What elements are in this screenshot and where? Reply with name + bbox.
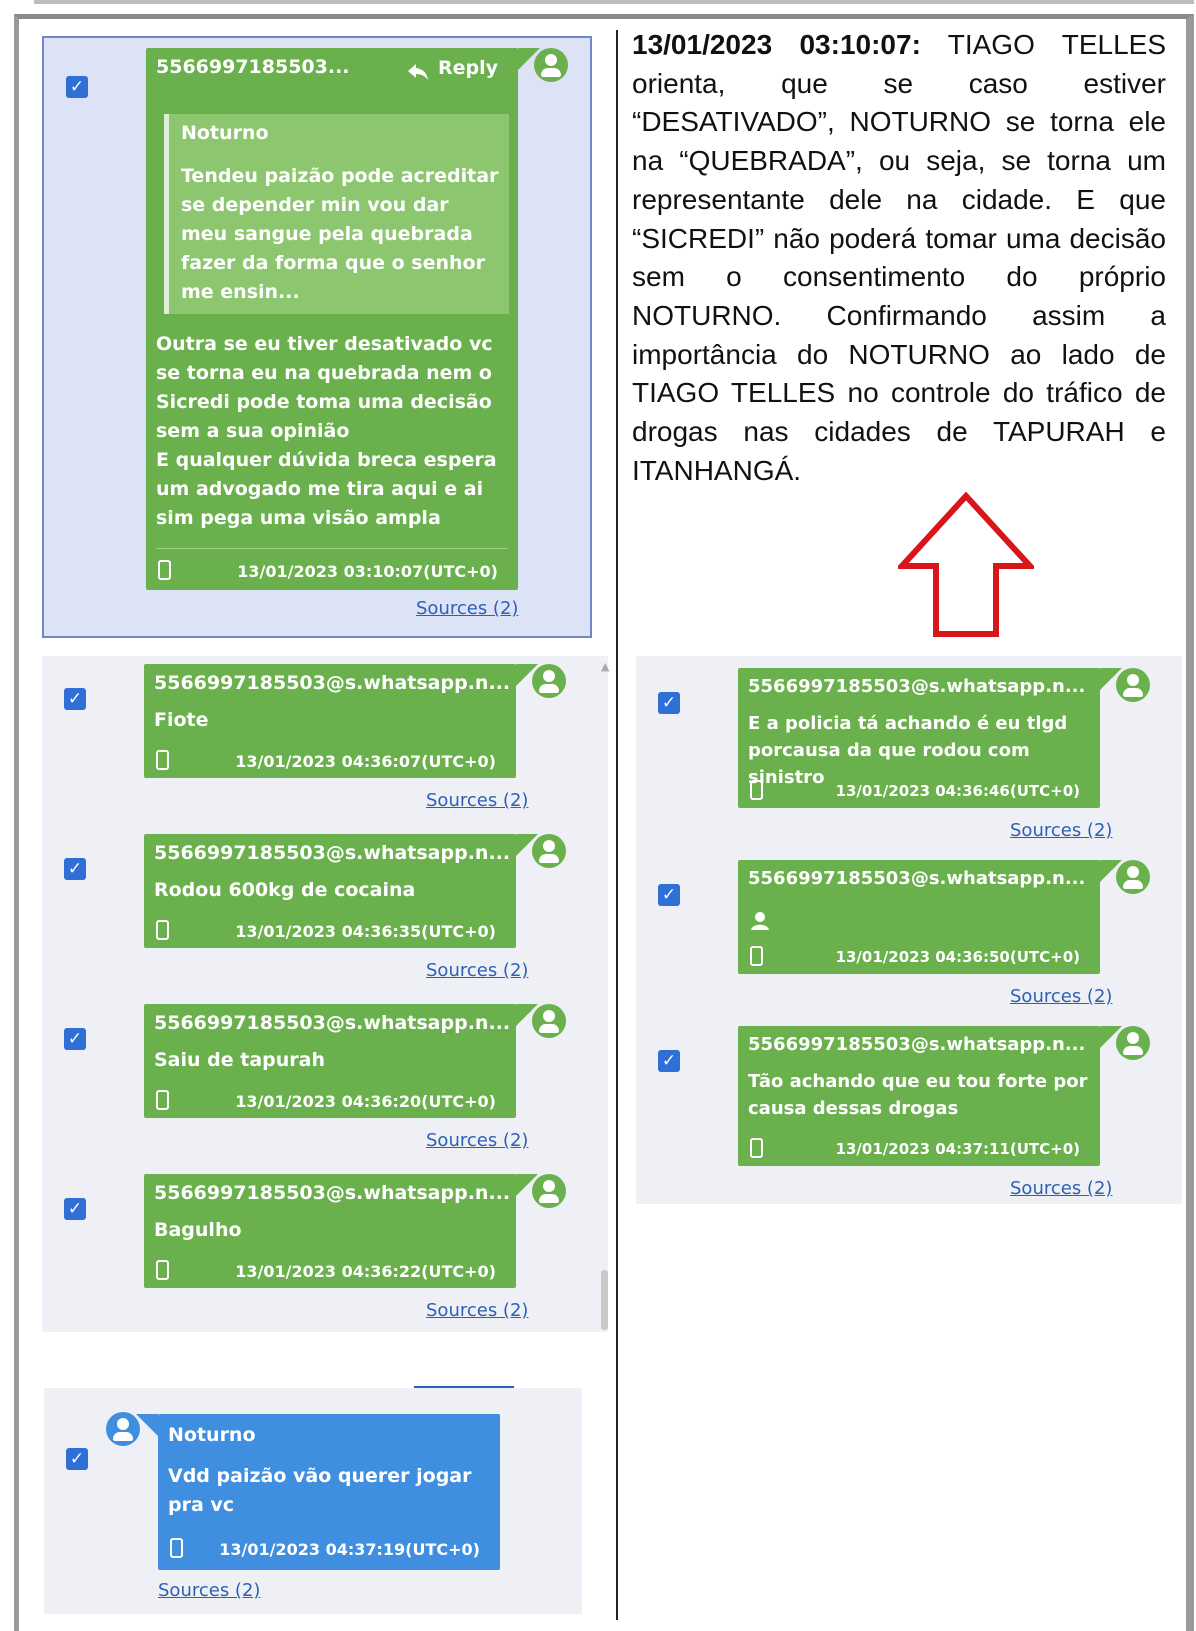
report-paragraph <box>632 26 1166 490</box>
message-checkbox[interactable]: ✓ <box>658 692 680 714</box>
message-bubble[interactable] <box>144 1004 516 1118</box>
sources-link[interactable]: Sources (2) <box>426 1130 529 1151</box>
message-bubble[interactable] <box>158 1414 500 1570</box>
avatar <box>1116 860 1150 894</box>
column-divider <box>616 30 618 1620</box>
message-checkbox[interactable]: ✓ <box>64 688 86 710</box>
phone-icon <box>750 1138 763 1158</box>
avatar <box>532 834 566 868</box>
message-sender: 5566997185503@s.whatsapp.n... <box>154 1012 511 1034</box>
message-text: Bagulho <box>154 1219 242 1241</box>
bubble-tail <box>136 1414 158 1436</box>
sources-link[interactable]: Sources (2) <box>426 960 529 981</box>
phone-icon <box>156 920 169 940</box>
sources-link[interactable]: Sources (2) <box>416 598 519 619</box>
message-sender: 5566997185503@s.whatsapp.n... <box>154 1182 511 1204</box>
reply-icon[interactable] <box>408 64 428 80</box>
message-timestamp: 13/01/2023 04:37:19(UTC+0) <box>219 1540 480 1559</box>
message-timestamp: 13/01/2023 04:36:22(UTC+0) <box>235 1262 496 1281</box>
noturno-message-panel[interactable] <box>44 1388 582 1614</box>
message-bubble[interactable] <box>738 860 1100 974</box>
message-checkbox[interactable]: ✓ <box>658 1050 680 1072</box>
message-bubble[interactable] <box>738 668 1100 808</box>
message-checkbox[interactable]: ✓ <box>66 1448 88 1470</box>
person-icon <box>748 910 772 932</box>
message-sender: 5566997185503@s.whatsapp.n... <box>748 1034 1086 1055</box>
quoted-message[interactable] <box>164 114 509 314</box>
message-list-right[interactable] <box>636 656 1182 1204</box>
sources-link[interactable]: Sources (2) <box>158 1580 261 1601</box>
message-checkbox[interactable]: ✓ <box>64 1028 86 1050</box>
message-text: Vdd paizão vão querer jogar pra vc <box>168 1465 472 1516</box>
message-text: Saiu de tapurah <box>154 1049 326 1071</box>
message-checkbox[interactable]: ✓ <box>658 884 680 906</box>
sources-link[interactable]: Sources (2) <box>1010 986 1113 1007</box>
message-text: Rodou 600kg de cocaina <box>154 879 416 901</box>
message-text: Fiote <box>154 709 209 731</box>
message-timestamp: 13/01/2023 04:36:46(UTC+0) <box>835 782 1080 800</box>
phone-icon <box>156 750 169 770</box>
message-sender: 5566997185503@s.whatsapp.n... <box>154 672 511 694</box>
phone-icon <box>158 560 171 580</box>
avatar <box>532 1174 566 1208</box>
message-timestamp: 13/01/2023 03:10:07(UTC+0) <box>237 562 498 581</box>
scroll-up-arrow[interactable]: ▲ <box>601 660 610 673</box>
quoted-sender: Noturno <box>181 122 269 144</box>
message-bubble[interactable] <box>144 1174 516 1288</box>
message-list-left[interactable] <box>42 656 608 1332</box>
message-sender: 5566997185503@s.whatsapp.n... <box>154 842 511 864</box>
message-timestamp: 13/01/2023 04:36:20(UTC+0) <box>235 1092 496 1111</box>
message-bubble[interactable] <box>144 664 516 778</box>
message-bubble[interactable] <box>144 834 516 948</box>
message-sender: 5566997185503@s.whatsapp.n... <box>748 676 1086 697</box>
message-checkbox[interactable]: ✓ <box>64 858 86 880</box>
message-sender: Noturno <box>168 1424 256 1446</box>
message-sender: 5566997185503... <box>156 56 350 78</box>
message-timestamp: 13/01/2023 04:36:50(UTC+0) <box>835 948 1080 966</box>
avatar <box>1116 1026 1150 1060</box>
report-text: TIAGO TELLES orienta, que se caso estiver “DESATIVADO”, NOTURNO se torna ele na “QUEBRADA”, ou seja, se torna um representante dele na cidade. E que “SICREDI” não poderá tomar uma decisão sem o consentimento do próprio NOTURNO. Confirmando assim a importância do NOTURNO ao lado de TIAGO TELLES no controle do tráfico de drogas nas cidades de TAPURAH e ITANHANGÁ. <box>632 29 1166 486</box>
avatar <box>532 1004 566 1038</box>
avatar <box>1116 668 1150 702</box>
sources-link[interactable]: Sources (2) <box>1010 1178 1113 1199</box>
quoted-text: Tendeu paizão pode acreditar se depender min vou dar meu sangue pela quebrada fazer da forma que o senhor me ensin... <box>181 165 499 303</box>
message-checkbox[interactable]: ✓ <box>64 1198 86 1220</box>
message-text: Tão achando que eu tou forte por causa dessas drogas <box>748 1071 1088 1119</box>
sources-link[interactable]: Sources (2) <box>426 1300 529 1321</box>
message-sender: 5566997185503@s.whatsapp.n... <box>748 868 1086 889</box>
footer-divider <box>156 548 508 549</box>
phone-icon <box>156 1260 169 1280</box>
phone-icon <box>170 1538 183 1558</box>
scrollbar-thumb[interactable] <box>601 1270 608 1330</box>
phone-icon <box>750 946 763 966</box>
sources-link[interactable]: Sources (2) <box>426 790 529 811</box>
red-up-arrow-icon <box>898 492 1034 640</box>
message-checkbox[interactable]: ✓ <box>66 76 88 98</box>
phone-icon <box>750 780 763 800</box>
message-timestamp: 13/01/2023 04:36:35(UTC+0) <box>235 922 496 941</box>
avatar <box>532 664 566 698</box>
sources-link[interactable]: Sources (2) <box>1010 820 1113 841</box>
message-bubble[interactable] <box>146 48 518 590</box>
selected-message-panel[interactable] <box>42 36 592 638</box>
message-timestamp: 13/01/2023 04:37:11(UTC+0) <box>835 1140 1080 1158</box>
avatar <box>534 48 568 82</box>
message-bubble[interactable] <box>738 1026 1100 1166</box>
message-text: Outra se eu tiver desativado vc se torna eu na quebrada nem o Sicredi pode toma uma decisão sem a sua opinião E qualquer dúvida breca espera um advogado me tira aqui e ai sim pega uma visão ampla <box>156 333 497 529</box>
avatar <box>106 1412 140 1446</box>
report-datetime: 13/01/2023 03:10:07: <box>632 29 921 60</box>
message-timestamp: 13/01/2023 04:36:07(UTC+0) <box>235 752 496 771</box>
message-text: E a policia tá achando é eu tlgd porcausa da que rodou com sinistro <box>748 713 1068 788</box>
link-underline-fragment <box>414 1386 514 1388</box>
phone-icon <box>156 1090 169 1110</box>
reply-button[interactable]: Reply <box>438 57 499 79</box>
top-border <box>34 0 1194 4</box>
